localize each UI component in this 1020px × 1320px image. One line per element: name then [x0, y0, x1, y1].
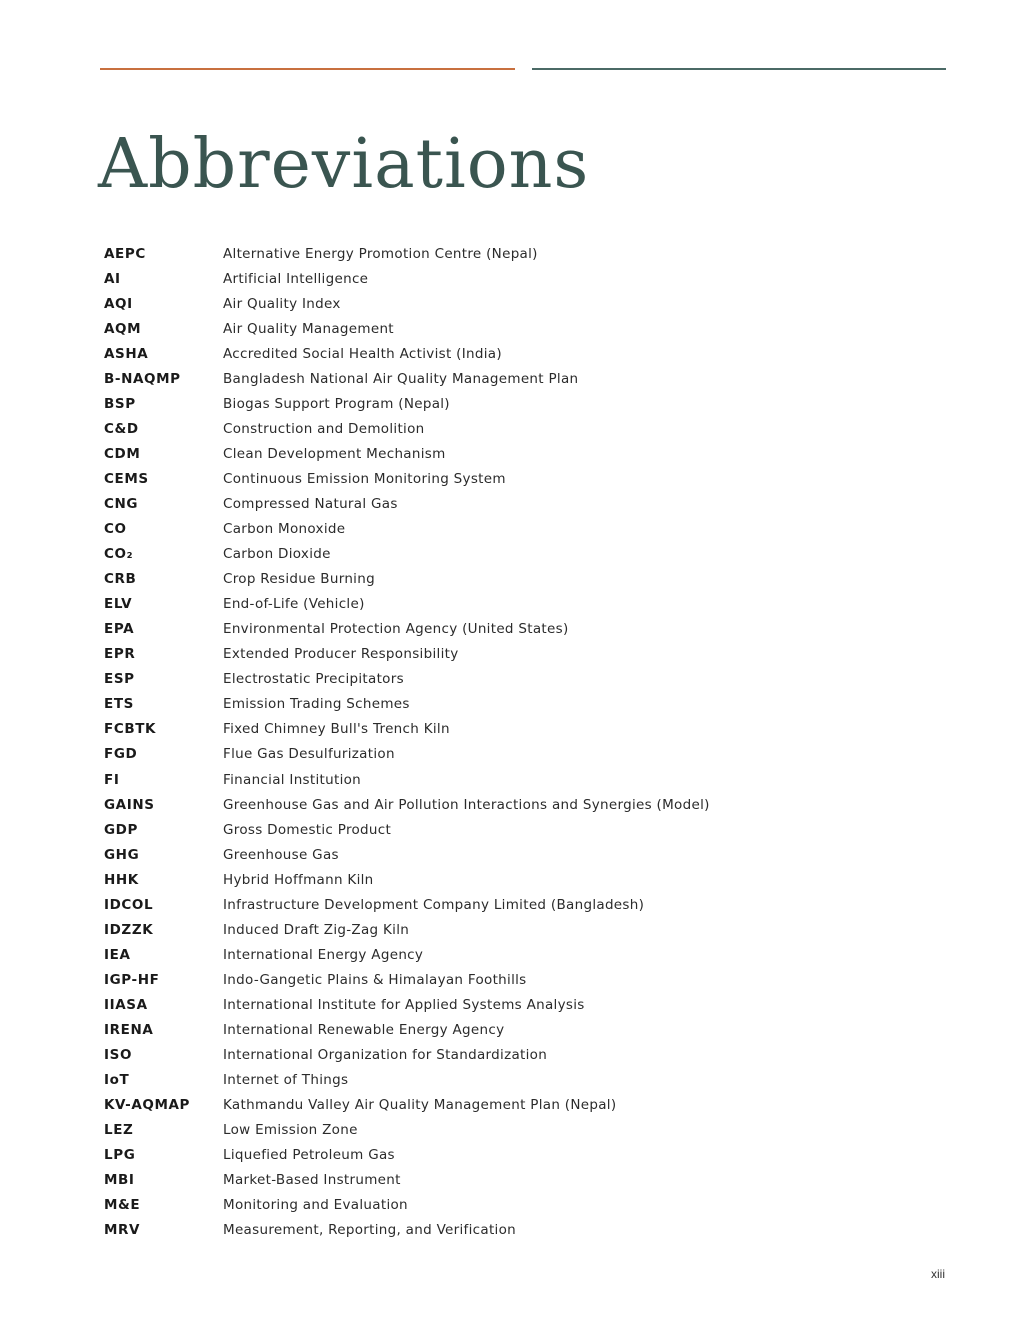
- abbreviation-row: [104, 1017, 904, 1042]
- abbreviation-term: ISO: [104, 1047, 133, 1064]
- abbreviation-term: M&E: [104, 1197, 141, 1214]
- abbreviation-definition: Low Emission Zone: [223, 1122, 358, 1139]
- header-rule-orange: [100, 68, 515, 70]
- abbreviation-term: ETS: [104, 696, 134, 713]
- abbreviation-term: AQM: [104, 320, 142, 337]
- abbreviation-row: [104, 742, 904, 767]
- abbreviation-row: [104, 316, 904, 341]
- abbreviation-row: [104, 241, 904, 266]
- abbreviation-row: [104, 1218, 904, 1243]
- page-title: Abbreviations: [98, 125, 590, 204]
- abbreviation-row: [104, 1118, 904, 1143]
- abbreviation-term: AEPC: [104, 245, 146, 262]
- abbreviation-row: [104, 1093, 904, 1118]
- abbreviation-term: IEA: [104, 946, 131, 963]
- abbreviation-term: ASHA: [104, 345, 149, 362]
- abbreviation-definition: Continuous Emission Monitoring System: [223, 470, 506, 487]
- abbreviation-row: [104, 1143, 904, 1168]
- abbreviation-term: LEZ: [104, 1122, 134, 1139]
- abbreviation-row: [104, 592, 904, 617]
- abbreviation-row: [104, 617, 904, 642]
- abbreviation-term: FCBTK: [104, 721, 157, 738]
- abbreviation-row: [104, 542, 904, 567]
- abbreviation-definition: Emission Trading Schemes: [223, 696, 410, 713]
- abbreviation-definition: Infrastructure Development Company Limited (Bangladesh): [223, 896, 645, 913]
- abbreviation-row: [104, 491, 904, 516]
- abbreviation-definition: Flue Gas Desulfurization: [223, 746, 395, 763]
- abbreviation-definition: Accredited Social Health Activist (India): [223, 345, 502, 362]
- abbreviation-term: IIASA: [104, 996, 148, 1013]
- abbreviation-definition: Artificial Intelligence: [223, 270, 369, 287]
- abbreviation-row: [104, 366, 904, 391]
- abbreviation-term: IoT: [104, 1072, 130, 1089]
- abbreviation-row: [104, 717, 904, 742]
- abbreviation-term: MBI: [104, 1172, 135, 1189]
- abbreviation-term: CDM: [104, 445, 141, 462]
- abbreviation-definition: Fixed Chimney Bull's Trench Kiln: [223, 721, 450, 738]
- abbreviation-term: IDZZK: [104, 921, 154, 938]
- abbreviation-term: IDCOL: [104, 896, 154, 913]
- abbreviation-row: [104, 817, 904, 842]
- abbreviation-definition: Air Quality Management: [223, 320, 394, 337]
- abbreviation-row: [104, 416, 904, 441]
- abbreviation-row: [104, 517, 904, 542]
- abbreviation-row: [104, 291, 904, 316]
- abbreviation-definition: Alternative Energy Promotion Centre (Nepal): [223, 245, 538, 262]
- abbreviation-term: GDP: [104, 821, 138, 838]
- abbreviation-term: BSP: [104, 395, 136, 412]
- abbreviation-row: [104, 391, 904, 416]
- abbreviation-row: [104, 842, 904, 867]
- abbreviation-row: [104, 867, 904, 892]
- abbreviation-definition: Market-Based Instrument: [223, 1172, 401, 1189]
- abbreviation-definition: International Organization for Standardization: [223, 1047, 548, 1064]
- abbreviation-definition: Clean Development Mechanism: [223, 445, 446, 462]
- abbreviation-row: [104, 441, 904, 466]
- abbreviation-term: CO₂: [104, 546, 134, 563]
- abbreviation-row: [104, 767, 904, 792]
- abbreviation-term: HHK: [104, 871, 139, 888]
- abbreviation-term: ESP: [104, 671, 135, 688]
- abbreviation-definition: Carbon Monoxide: [223, 521, 346, 538]
- abbreviation-row: [104, 692, 904, 717]
- abbreviation-definition: Carbon Dioxide: [223, 546, 331, 563]
- abbreviation-list: [104, 241, 904, 1243]
- abbreviation-definition: Extended Producer Responsibility: [223, 646, 459, 663]
- abbreviation-term: C&D: [104, 420, 139, 437]
- abbreviation-definition: Gross Domestic Product: [223, 821, 392, 838]
- abbreviation-term: CRB: [104, 571, 137, 588]
- abbreviation-term: EPR: [104, 646, 136, 663]
- abbreviation-term: AQI: [104, 295, 133, 312]
- abbreviation-row: [104, 1068, 904, 1093]
- abbreviation-definition: Financial Institution: [223, 771, 362, 788]
- abbreviation-definition: Induced Draft Zig-Zag Kiln: [223, 921, 410, 938]
- abbreviation-term: IRENA: [104, 1021, 154, 1038]
- abbreviation-term: AI: [104, 270, 121, 287]
- abbreviation-definition: Electrostatic Precipitators: [223, 671, 404, 688]
- abbreviation-definition: International Renewable Energy Agency: [223, 1021, 505, 1038]
- abbreviation-definition: Construction and Demolition: [223, 420, 425, 437]
- abbreviation-term: ELV: [104, 596, 133, 613]
- abbreviation-definition: Crop Residue Burning: [223, 571, 375, 588]
- abbreviation-definition: Indo-Gangetic Plains & Himalayan Foothills: [223, 971, 527, 988]
- abbreviation-row: [104, 792, 904, 817]
- abbreviation-term: B-NAQMP: [104, 370, 181, 387]
- abbreviation-definition: Compressed Natural Gas: [223, 495, 398, 512]
- abbreviation-definition: International Institute for Applied Systems Analysis: [223, 996, 585, 1013]
- abbreviation-row: [104, 1043, 904, 1068]
- abbreviation-term: GHG: [104, 846, 140, 863]
- abbreviation-term: IGP-HF: [104, 971, 160, 988]
- abbreviation-row: [104, 642, 904, 667]
- abbreviation-row: [104, 1168, 904, 1193]
- abbreviation-definition: Kathmandu Valley Air Quality Management Plan (Nepal): [223, 1097, 617, 1114]
- abbreviation-row: [104, 266, 904, 291]
- abbreviation-row: [104, 341, 904, 366]
- abbreviation-definition: Bangladesh National Air Quality Management Plan: [223, 370, 579, 387]
- abbreviation-definition: Monitoring and Evaluation: [223, 1197, 408, 1214]
- abbreviation-row: [104, 1193, 904, 1218]
- abbreviation-row: [104, 667, 904, 692]
- abbreviation-row: [104, 917, 904, 942]
- abbreviation-term: CNG: [104, 495, 139, 512]
- abbreviation-term: FGD: [104, 746, 138, 763]
- abbreviation-definition: Greenhouse Gas: [223, 846, 339, 863]
- abbreviation-definition: Internet of Things: [223, 1072, 349, 1089]
- abbreviation-row: [104, 466, 904, 491]
- abbreviation-row: [104, 892, 904, 917]
- abbreviation-definition: Environmental Protection Agency (United States): [223, 621, 569, 638]
- abbreviation-definition: Air Quality Index: [223, 295, 341, 312]
- abbreviation-row: [104, 967, 904, 992]
- page-number: xiii: [931, 1267, 945, 1281]
- header-rule-teal: [532, 68, 946, 70]
- abbreviation-term: LPG: [104, 1147, 136, 1164]
- abbreviation-term: KV-AQMAP: [104, 1097, 191, 1114]
- abbreviation-row: [104, 992, 904, 1017]
- abbreviation-definition: International Energy Agency: [223, 946, 424, 963]
- abbreviation-definition: Measurement, Reporting, and Verification: [223, 1222, 517, 1239]
- abbreviation-row: [104, 942, 904, 967]
- abbreviation-term: GAINS: [104, 796, 155, 813]
- abbreviation-term: CO: [104, 521, 127, 538]
- abbreviation-term: MRV: [104, 1222, 141, 1239]
- abbreviation-definition: End-of-Life (Vehicle): [223, 596, 365, 613]
- abbreviation-definition: Biogas Support Program (Nepal): [223, 395, 450, 412]
- abbreviation-row: [104, 567, 904, 592]
- abbreviation-term: EPA: [104, 621, 135, 638]
- abbreviation-definition: Hybrid Hoffmann Kiln: [223, 871, 374, 888]
- abbreviation-term: FI: [104, 771, 120, 788]
- abbreviation-definition: Liquefied Petroleum Gas: [223, 1147, 395, 1164]
- abbreviation-definition: Greenhouse Gas and Air Pollution Interactions and Synergies (Model): [223, 796, 710, 813]
- abbreviation-term: CEMS: [104, 470, 149, 487]
